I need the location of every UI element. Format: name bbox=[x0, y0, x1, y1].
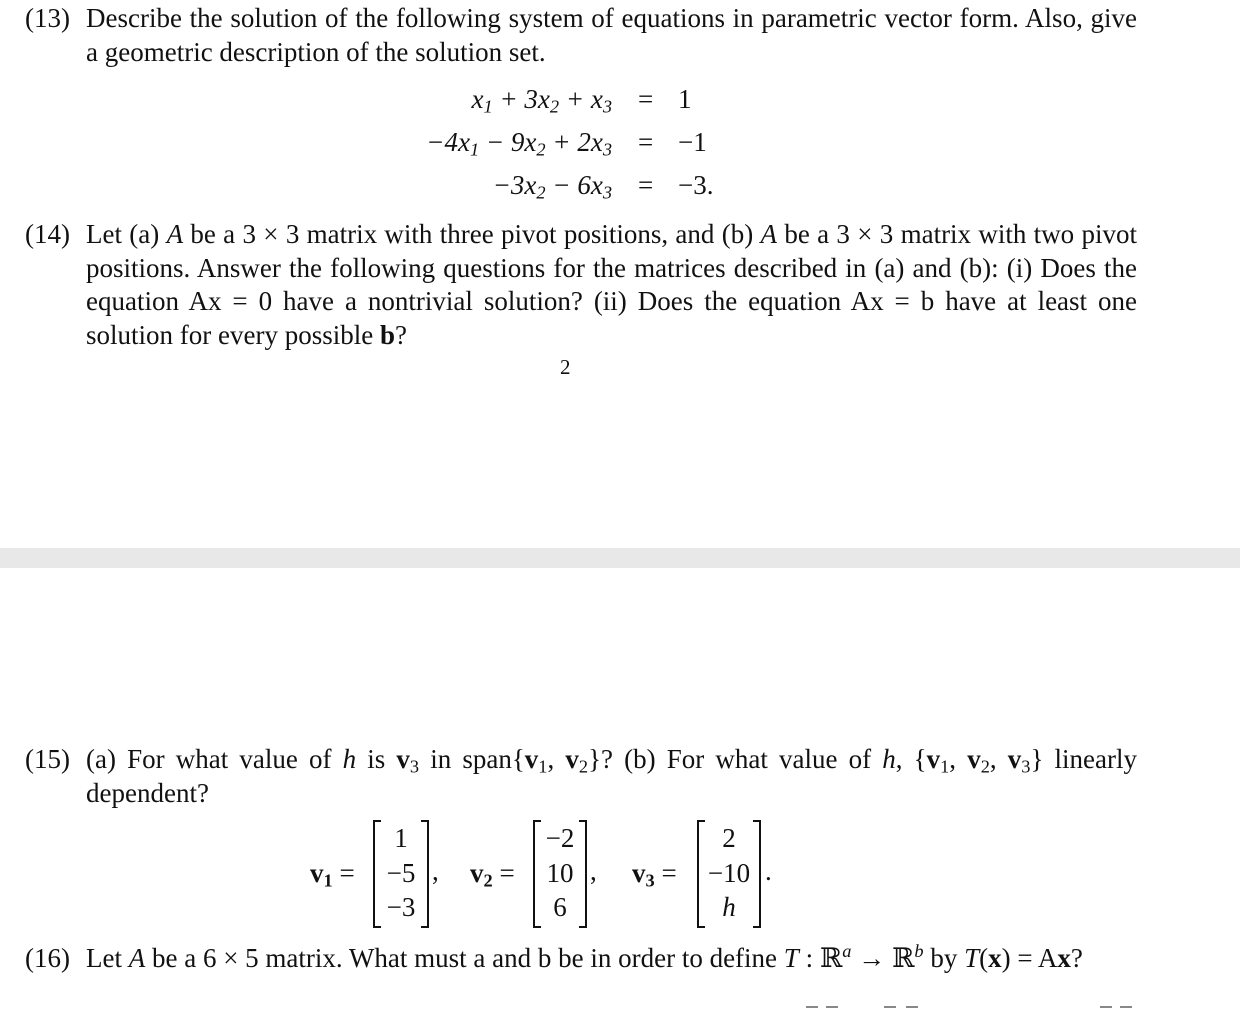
equals-sign: = bbox=[638, 127, 654, 157]
problem-13 bbox=[25, 2, 1137, 69]
page-separator bbox=[0, 548, 1240, 568]
vector-entry: 2 bbox=[722, 823, 736, 853]
vector-entry: h bbox=[722, 892, 736, 922]
vector-v3 bbox=[697, 820, 761, 926]
page-number: 2 bbox=[560, 355, 571, 379]
equation-row bbox=[0, 78, 1240, 120]
problem-16-text: Let A be a 6 × 5 matrix. What must a and b be in order to define T : ℝ$^a$ → ℝ$^b$ by T(x) = Ax? bbox=[86, 940, 1083, 973]
vector-definitions: $v_1$ = 1 −5 −3 , $v_2$ = −2 10 6 , $v_3$ = 2 −10 h . bbox=[0, 820, 1240, 930]
vector-v2 bbox=[533, 820, 587, 926]
equation-rhs: 1 bbox=[678, 84, 692, 114]
page-3 bbox=[0, 568, 1240, 1010]
equation-row bbox=[0, 164, 1240, 206]
problem-13-number: (13) bbox=[25, 3, 70, 33]
equation-lhs: $x_1 + 3x_2 + x_3$ bbox=[471, 84, 612, 117]
vector-entry: −10 bbox=[707, 858, 751, 888]
vector-entry: −3 bbox=[386, 892, 416, 922]
vector-entry: −2 bbox=[545, 823, 575, 853]
vector-entry: 10 bbox=[546, 858, 574, 888]
equation-rhs: −3. bbox=[678, 170, 714, 200]
equation-lhs: $-3x_2 - 6x_3$ bbox=[492, 170, 612, 203]
equation-lhs: $-4x_1 - 9x_2 + 2x_3$ bbox=[426, 127, 612, 160]
equation-rhs: −1 bbox=[678, 127, 707, 157]
problem-13-text: Describe the solution of the following system of equations in parametric vector form. Also, give a geometric description of the solution set. bbox=[86, 3, 1137, 67]
decorative-dash bbox=[1120, 1006, 1132, 1008]
equation-row bbox=[0, 121, 1240, 163]
problem-16 bbox=[25, 942, 1137, 976]
vector-entry: −5 bbox=[386, 858, 416, 888]
equals-sign: = bbox=[638, 170, 654, 200]
decorative-dash bbox=[806, 1006, 818, 1008]
vector-label: $v_3$ = bbox=[632, 858, 677, 891]
vector-entry: 6 bbox=[553, 892, 567, 922]
problem-15 bbox=[25, 743, 1137, 810]
problem-14 bbox=[25, 218, 1137, 352]
vector-label: $v_1$ = bbox=[310, 858, 355, 891]
decorative-dash bbox=[1100, 1006, 1112, 1008]
equals-sign: = bbox=[638, 84, 654, 114]
equation-system bbox=[0, 78, 1240, 208]
decorative-dash bbox=[826, 1006, 838, 1008]
vector-label: $v_2$ = bbox=[470, 858, 515, 891]
vector-v1 bbox=[373, 820, 429, 926]
vector-entry: 1 bbox=[394, 823, 408, 853]
problem-14-number: (14) bbox=[25, 219, 70, 249]
problem-16-number: (16) bbox=[25, 943, 70, 973]
decorative-dash bbox=[884, 1006, 896, 1008]
problem-14-text: Let (a) A be a 3 × 3 matrix with three pivot positions, and (b) A be a 3 × 3 matrix with two pivot positions. Answer the following questions for the matrices described in (a) and (b): (i) Does the equation Ax = 0 have a nontrivial solution? (ii) Does the equation Ax = b have at least one solution for every possible b? bbox=[86, 219, 1138, 350]
problem-15-number: (15) bbox=[25, 744, 70, 774]
problem-15-text: (a) For what value of h is $v_3$ in $span\{v_1$, $v_2$}? (b) For what value of h, {$v_1$, $v_2$, $v_3$} linearly dependent? bbox=[86, 744, 1138, 808]
decorative-dash bbox=[906, 1006, 918, 1008]
